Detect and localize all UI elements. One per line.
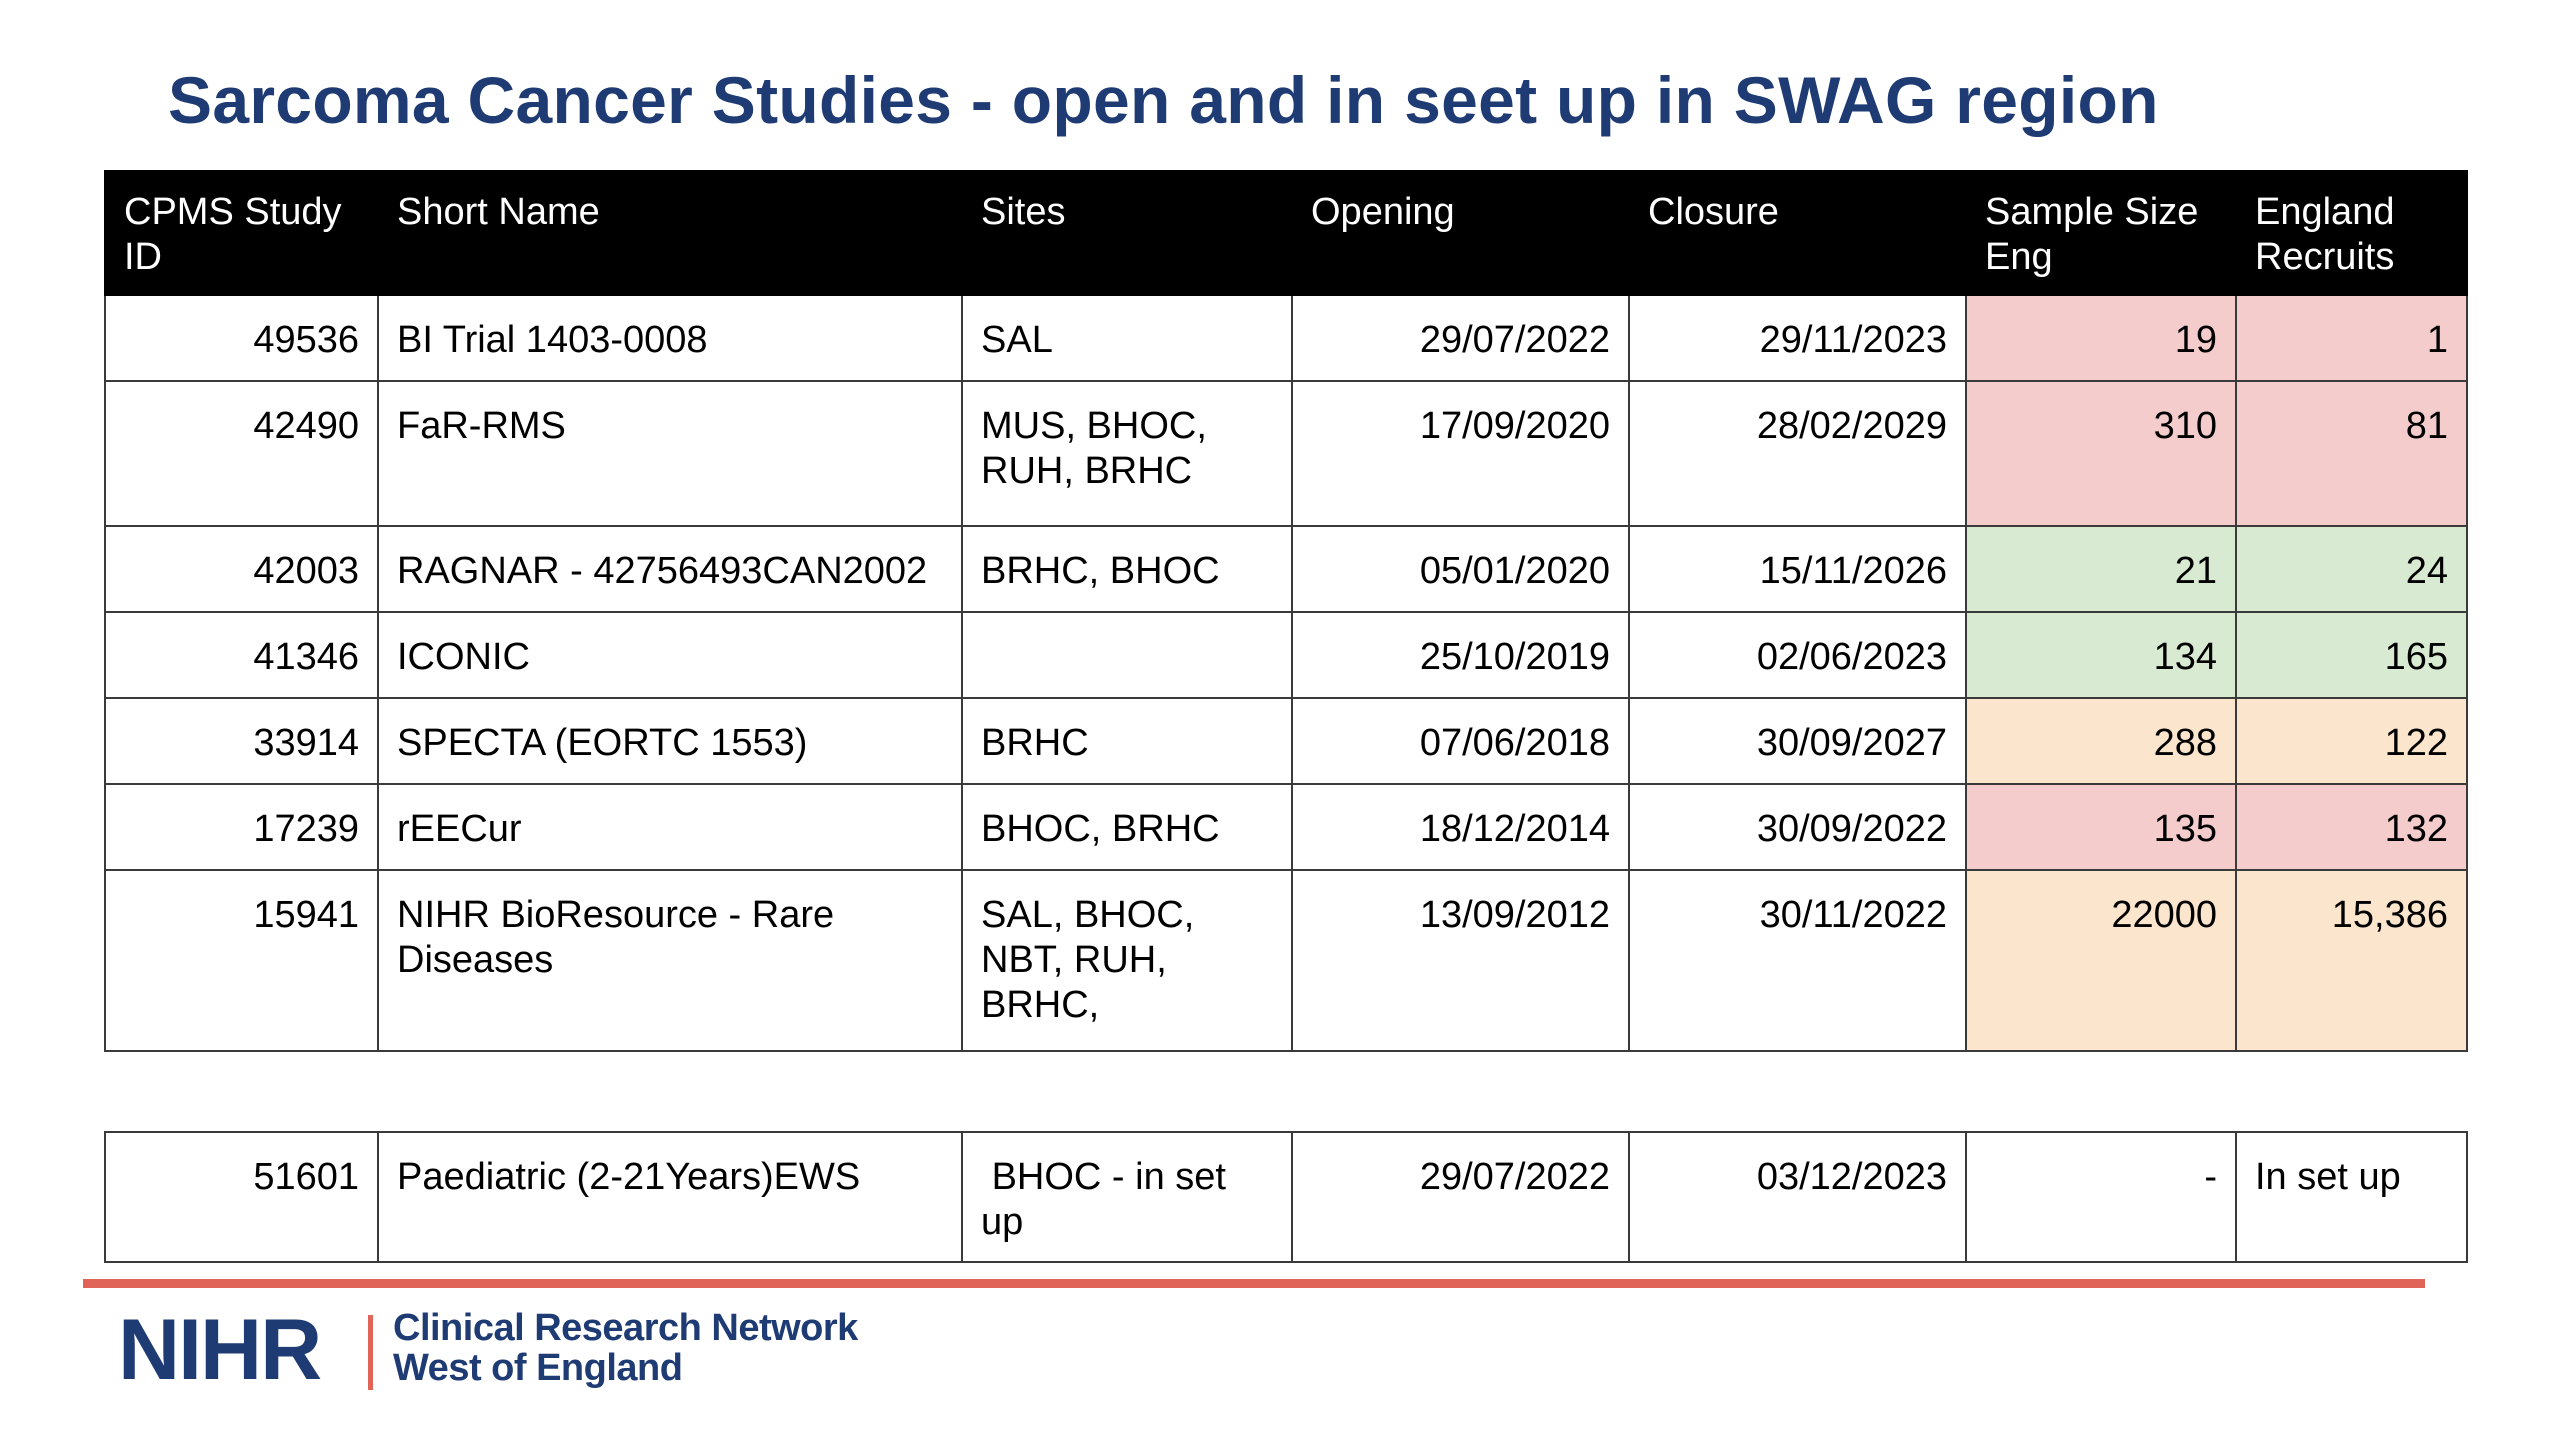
cell-study-id: 42490 (105, 381, 378, 526)
table-row (105, 784, 2467, 870)
table-row (105, 870, 2467, 1051)
cell-sites: BRHC (962, 698, 1292, 784)
cell-england-recruits: 165 (2236, 612, 2467, 698)
cell-england-recruits: 132 (2236, 784, 2467, 870)
cell-opening: 29/07/2022 (1292, 295, 1629, 381)
cell-sites: BRHC, BHOC (962, 526, 1292, 612)
table-row (105, 1132, 2467, 1262)
cell-england-recruits: In set up (2236, 1132, 2467, 1262)
table-row (105, 295, 2467, 381)
cell-sample-size: 19 (1966, 295, 2236, 381)
cell-sample-size: 22000 (1966, 870, 2236, 1051)
cell-england-recruits: 15,386 (2236, 870, 2467, 1051)
page-title: Sarcoma Cancer Studies - open and in seet up in SWAG region (168, 63, 2159, 137)
cell-opening: 17/09/2020 (1292, 381, 1629, 526)
cell-closure: 03/12/2023 (1629, 1132, 1966, 1262)
logo-network-name: Clinical Research Network (393, 1307, 858, 1349)
table-row (105, 698, 2467, 784)
cell-opening: 13/09/2012 (1292, 870, 1629, 1051)
cell-england-recruits: 122 (2236, 698, 2467, 784)
cell-sites: SAL, BHOC, NBT, RUH, BRHC, (962, 870, 1292, 1051)
cell-study-id: 33914 (105, 698, 378, 784)
cell-sites: SAL (962, 295, 1292, 381)
cell-study-id: 49536 (105, 295, 378, 381)
studies-table (104, 170, 2468, 1052)
cell-study-id: 41346 (105, 612, 378, 698)
cell-short-name: Paediatric (2-21Years)EWS (378, 1132, 962, 1262)
header-sites: Sites (962, 171, 1292, 295)
header-study-id: CPMS Study ID (105, 171, 378, 295)
cell-sample-size: 21 (1966, 526, 2236, 612)
footer-divider (83, 1279, 2425, 1288)
cell-sample-size: 310 (1966, 381, 2236, 526)
cell-sample-size: 134 (1966, 612, 2236, 698)
table-row (105, 526, 2467, 612)
cell-closure: 30/11/2022 (1629, 870, 1966, 1051)
cell-study-id: 51601 (105, 1132, 378, 1262)
cell-short-name: SPECTA (EORTC 1553) (378, 698, 962, 784)
cell-sites: BHOC, BRHC (962, 784, 1292, 870)
cell-short-name: NIHR BioResource - Rare Diseases (378, 870, 962, 1051)
cell-sites: MUS, BHOC, RUH, BRHC (962, 381, 1292, 526)
cell-england-recruits: 1 (2236, 295, 2467, 381)
cell-study-id: 17239 (105, 784, 378, 870)
logo-wordmark: NIHR (118, 1302, 321, 1398)
cell-study-id: 15941 (105, 870, 378, 1051)
header-short-name: Short Name (378, 171, 962, 295)
table-row (105, 612, 2467, 698)
cell-short-name: ICONIC (378, 612, 962, 698)
cell-england-recruits: 81 (2236, 381, 2467, 526)
cell-short-name: BI Trial 1403-0008 (378, 295, 962, 381)
header-opening: Opening (1292, 171, 1629, 295)
cell-short-name: FaR-RMS (378, 381, 962, 526)
cell-closure: 28/02/2029 (1629, 381, 1966, 526)
cell-opening: 29/07/2022 (1292, 1132, 1629, 1262)
setup-studies-table (104, 1131, 2468, 1263)
cell-opening: 25/10/2019 (1292, 612, 1629, 698)
header-closure: Closure (1629, 171, 1966, 295)
cell-opening: 07/06/2018 (1292, 698, 1629, 784)
cell-closure: 02/06/2023 (1629, 612, 1966, 698)
cell-study-id: 42003 (105, 526, 378, 612)
header-sample-size: Sample Size Eng (1966, 171, 2236, 295)
cell-closure: 30/09/2027 (1629, 698, 1966, 784)
cell-closure: 30/09/2022 (1629, 784, 1966, 870)
cell-opening: 05/01/2020 (1292, 526, 1629, 612)
cell-short-name: rEECur (378, 784, 962, 870)
header-england-recruits: England Recruits (2236, 171, 2467, 295)
table-header-row (105, 171, 2467, 295)
table-row (105, 381, 2467, 526)
logo-region-name: West of England (393, 1347, 683, 1389)
cell-closure: 29/11/2023 (1629, 295, 1966, 381)
cell-opening: 18/12/2014 (1292, 784, 1629, 870)
logo-divider (368, 1315, 373, 1390)
cell-sites (962, 612, 1292, 698)
cell-sample-size: - (1966, 1132, 2236, 1262)
cell-sample-size: 288 (1966, 698, 2236, 784)
cell-short-name: RAGNAR - 42756493CAN2002 (378, 526, 962, 612)
cell-england-recruits: 24 (2236, 526, 2467, 612)
cell-sample-size: 135 (1966, 784, 2236, 870)
cell-closure: 15/11/2026 (1629, 526, 1966, 612)
cell-sites: BHOC - in set up (962, 1132, 1292, 1262)
